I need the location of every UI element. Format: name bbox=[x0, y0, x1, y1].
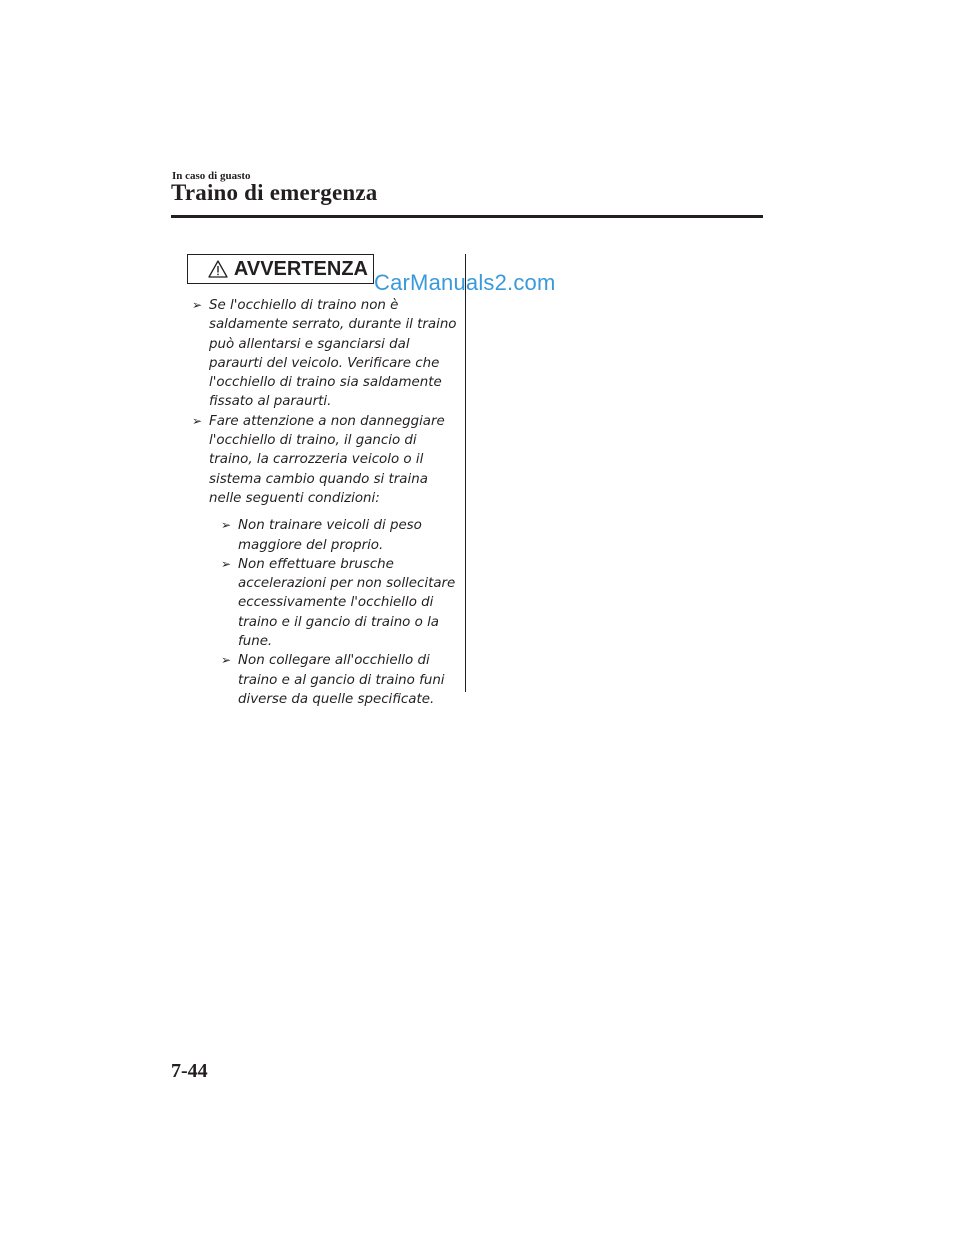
warning-label: AVVERTENZA bbox=[233, 257, 368, 280]
sub-list-item-text: Non effettuare brusche accelerazioni per non sollecitare eccessivamente l'occhiello di traino e il gancio di traino o la fune. bbox=[238, 556, 456, 650]
watermark-link[interactable]: CarManuals2.com bbox=[374, 270, 556, 295]
list-item-text: Fare attenzione a non danneggiare l'occhiello di traino, il gancio di traino, la carrozzeria veicolo o il sistema cambio quando si traina nelle seguenti condizioni: bbox=[209, 413, 445, 506]
arrow-bullet-icon: ➢ bbox=[221, 653, 232, 668]
warning-list bbox=[192, 296, 462, 709]
arrow-bullet-icon: ➢ bbox=[221, 518, 232, 533]
arrow-bullet-icon: ➢ bbox=[221, 556, 232, 571]
arrow-bullet-icon: ➢ bbox=[192, 413, 203, 428]
arrow-bullet-icon: ➢ bbox=[192, 298, 203, 312]
section-label: In caso di guasto bbox=[172, 170, 251, 182]
sub-list-item bbox=[221, 651, 462, 709]
list-item bbox=[192, 296, 462, 412]
page-title: Traino di emergenza bbox=[171, 180, 378, 205]
sub-list-item-text: Non collegare all'occhiello di traino e al gancio di traino funi diverse da quelle specificate. bbox=[238, 653, 445, 707]
warning-sub-list bbox=[209, 516, 462, 709]
warning-triangle-icon bbox=[208, 260, 228, 278]
list-item bbox=[192, 412, 462, 709]
warning-header bbox=[187, 254, 374, 284]
sub-list-item bbox=[221, 516, 462, 555]
list-item-text: Se l'occhiello di traino non è saldamente serrato, durante il traino può allentarsi e sganciarsi dal paraurti del veicolo. Verificare che l'occhiello di traino sia saldamente fissato al paraurti. bbox=[209, 298, 457, 410]
sub-list-item-text: Non trainare veicoli di peso maggiore del proprio. bbox=[238, 518, 422, 553]
page-number: 7-44 bbox=[171, 1060, 208, 1082]
title-divider bbox=[171, 215, 763, 218]
column-divider bbox=[465, 254, 466, 692]
sub-list-item bbox=[221, 555, 462, 651]
